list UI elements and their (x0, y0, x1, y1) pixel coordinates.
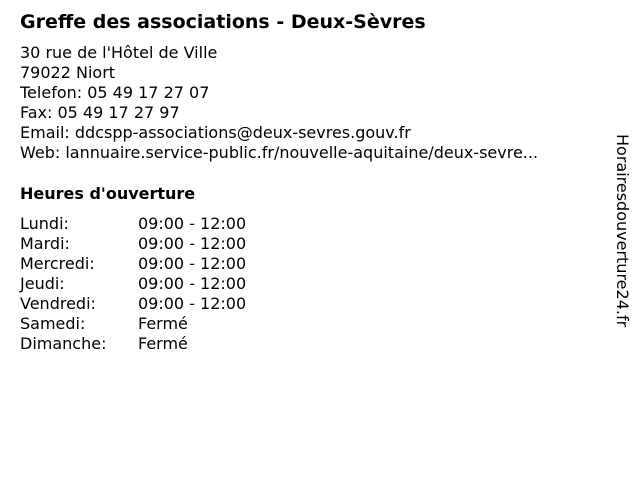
time-value: Fermé (138, 334, 188, 353)
day-label: Mercredi: (20, 254, 95, 273)
time-value: 09:00 - 12:00 (138, 234, 247, 253)
time-value: 09:00 - 12:00 (138, 254, 247, 273)
contact-block (20, 43, 595, 163)
time-value: Fermé (138, 314, 188, 333)
time-value: 09:00 - 12:00 (138, 294, 247, 313)
time-value: 09:00 - 12:00 (138, 214, 247, 233)
hours-row-monday (20, 214, 246, 234)
hours-row-friday (20, 294, 246, 314)
web-line: Web: lannuaire.service-public.fr/nouvelle-aquitaine/deux-sevre... (20, 143, 539, 162)
hours-row-wednesday (20, 254, 246, 274)
day-label: Vendredi: (20, 294, 96, 313)
hours-row-tuesday (20, 234, 246, 254)
page-title: Greffe des associations - Deux-Sèvres (20, 11, 426, 33)
time-value: 09:00 - 12:00 (138, 274, 247, 293)
day-label: Samedi: (20, 314, 86, 333)
address-line: 30 rue de l'Hôtel de Ville (20, 43, 218, 62)
day-label: Dimanche: (20, 334, 107, 353)
hours-row-thursday (20, 274, 246, 294)
day-label: Mardi: (20, 234, 70, 253)
city-line: 79022 Niort (20, 63, 116, 82)
hours-row-sunday (20, 334, 246, 354)
fax-line: Fax: 05 49 17 27 97 (20, 103, 180, 122)
phone-line: Telefon: 05 49 17 27 07 (20, 83, 210, 102)
opening-hours-heading: Heures d'ouverture (20, 184, 196, 203)
opening-hours-table (20, 214, 246, 354)
hours-row-saturday (20, 314, 246, 334)
site-watermark: Horairesdouverture24.fr (613, 134, 632, 328)
day-label: Jeudi: (20, 274, 65, 293)
email-line: Email: ddcspp-associations@deux-sevres.gouv.fr (20, 123, 411, 142)
day-label: Lundi: (20, 214, 69, 233)
